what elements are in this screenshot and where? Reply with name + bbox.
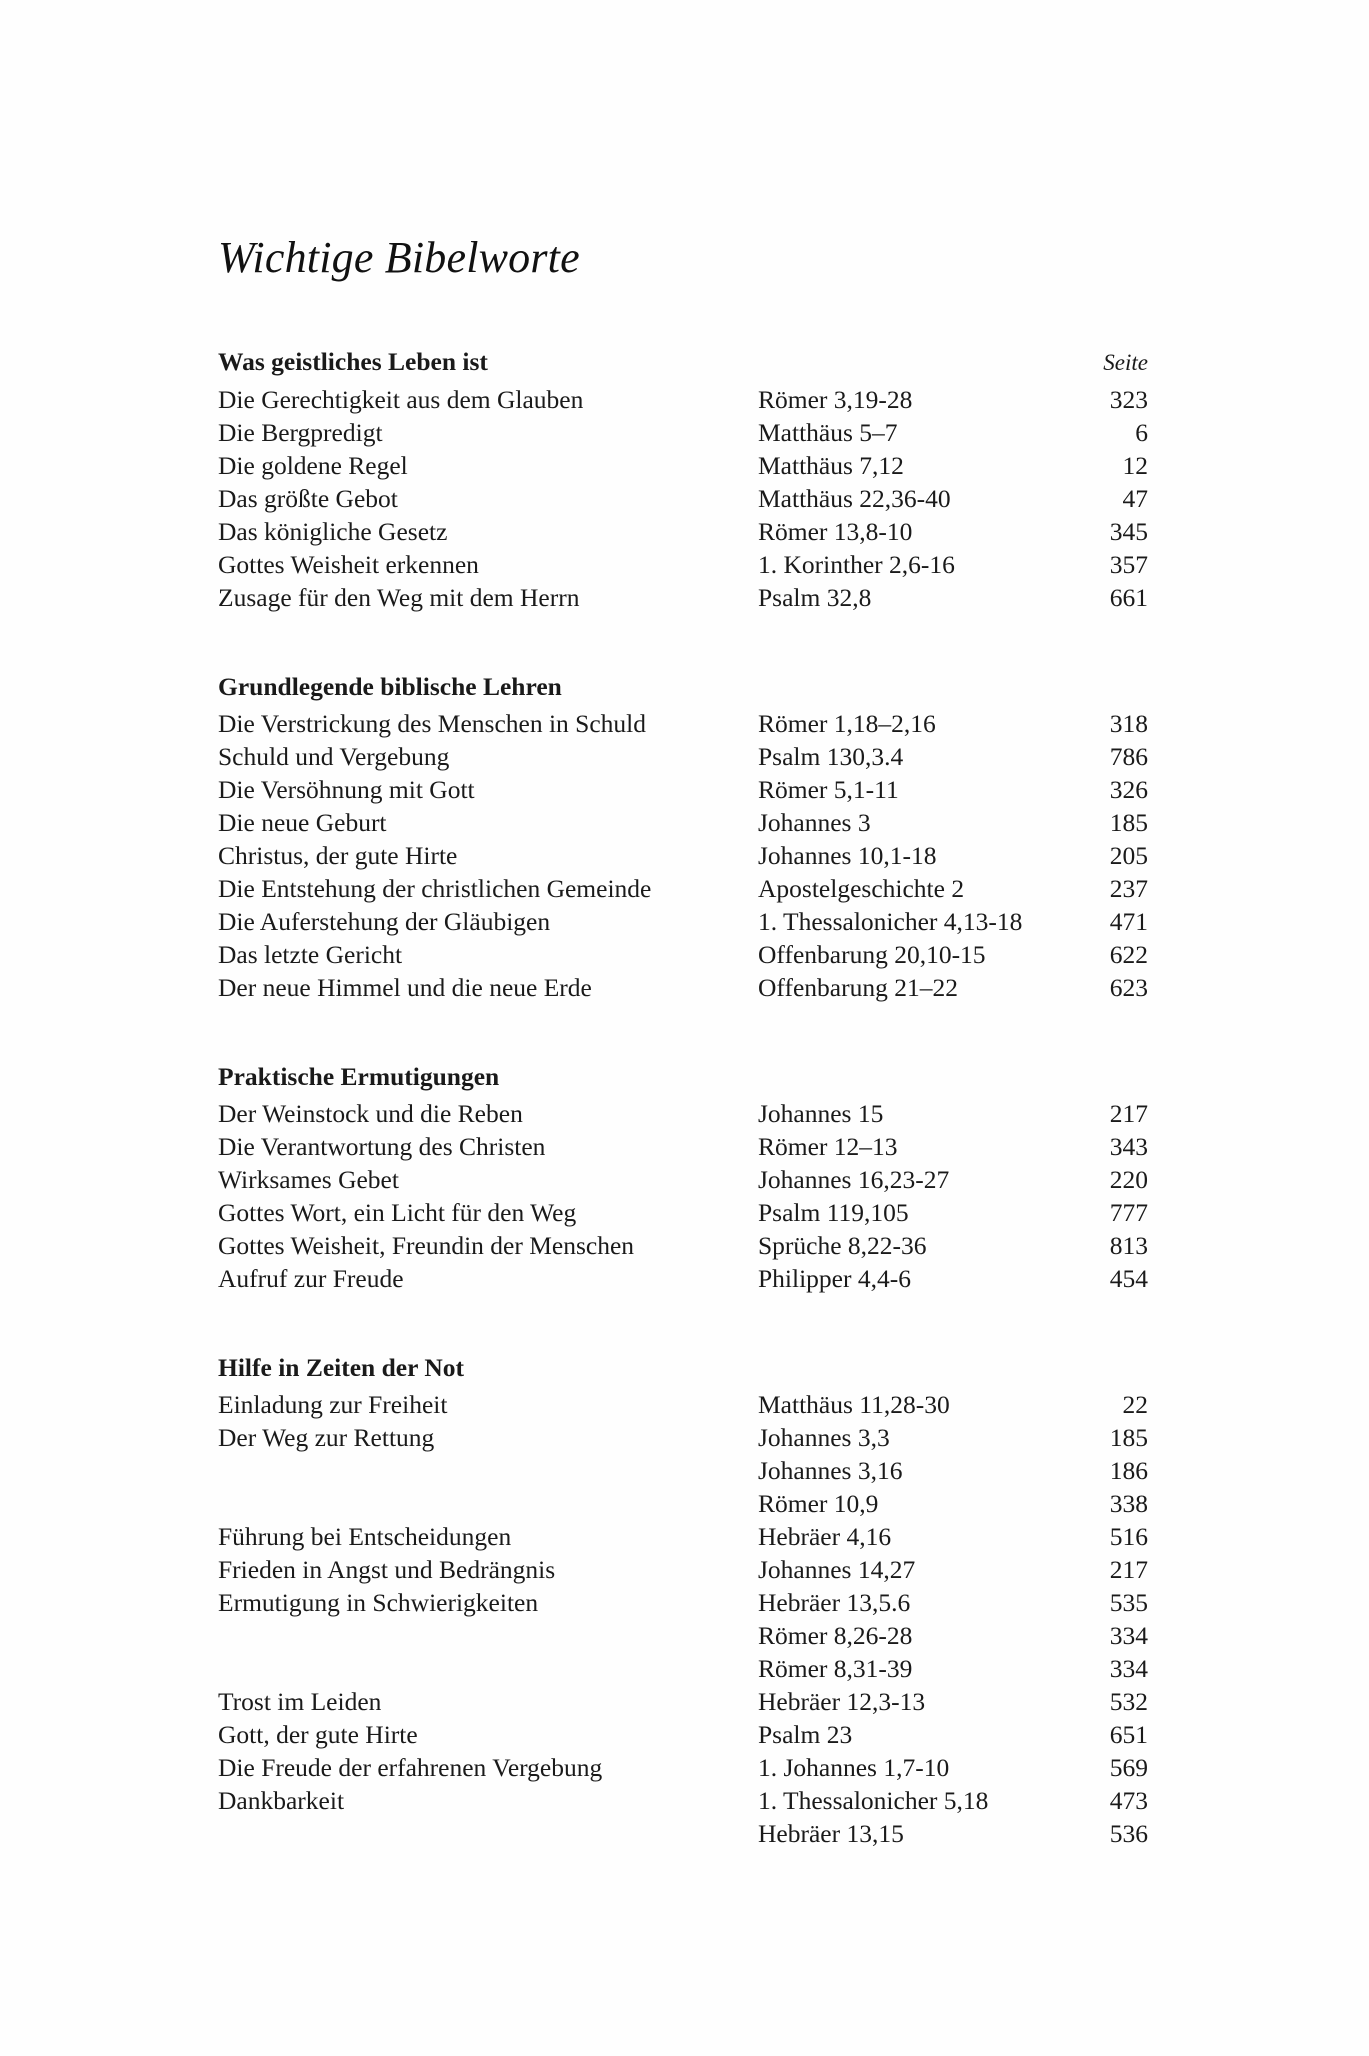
entry-page-number: 569 (1109, 1753, 1148, 1782)
entry-title: Gottes Wort, ein Licht für den Weg (218, 1198, 577, 1227)
entry-reference: Hebräer 13,5.6 (758, 1588, 911, 1617)
entry-page-number: 454 (1109, 1264, 1148, 1293)
entry-title: Gottes Weisheit erkennen (218, 550, 479, 579)
table-row[interactable] (218, 905, 1148, 938)
entry-reference: Psalm 130,3.4 (758, 742, 904, 771)
table-row[interactable] (218, 1388, 1148, 1421)
entry-page-number: 6 (1135, 418, 1148, 447)
entry-page-number: 185 (1109, 808, 1148, 837)
entry-title (218, 1454, 758, 1487)
entry-title: Die Verantwortung des Christen (218, 1132, 546, 1161)
section-spacer (218, 1004, 1148, 1030)
entry-title: Schuld und Vergebung (218, 742, 450, 771)
entry-title: Ermutigung in Schwierigkeiten (218, 1588, 539, 1617)
entry-page-number: 217 (1109, 1555, 1148, 1584)
entry-title: Zusage für den Weg mit dem Herrn (218, 583, 580, 612)
entry-reference: Matthäus 5–7 (758, 418, 898, 447)
table-row[interactable] (218, 1262, 1148, 1295)
section-heading-row (218, 1321, 1148, 1388)
entry-reference: Römer 3,19-28 (758, 385, 913, 414)
table-row[interactable] (218, 971, 1148, 1004)
entry-title: Wirksames Gebet (218, 1165, 399, 1194)
entry-reference: 1. Johannes 1,7-10 (758, 1753, 950, 1782)
entry-page-number: 622 (1109, 940, 1148, 969)
table-row[interactable] (218, 1817, 1148, 1850)
entry-title: Der neue Himmel und die neue Erde (218, 973, 592, 1002)
entry-title: Einladung zur Freiheit (218, 1390, 448, 1419)
section-heading-page-blank (1058, 640, 1148, 707)
entry-title: Die neue Geburt (218, 808, 387, 837)
entry-page-number: 338 (1109, 1489, 1148, 1518)
table-row[interactable] (218, 707, 1148, 740)
entry-title: Führung bei Entscheidungen (218, 1522, 512, 1551)
entry-title (218, 1652, 758, 1685)
entry-title: Frieden in Angst und Bedrängnis (218, 1555, 556, 1584)
entry-reference: Apostelgeschichte 2 (758, 874, 965, 903)
entry-reference: Johannes 3 (758, 808, 871, 837)
section-heading-page-blank (1058, 1030, 1148, 1097)
table-row[interactable] (218, 383, 1148, 416)
entry-page-number: 185 (1109, 1423, 1148, 1452)
entry-reference: Offenbarung 21–22 (758, 973, 958, 1002)
entry-page-number: 12 (1122, 451, 1148, 480)
table-row[interactable] (218, 449, 1148, 482)
table-row[interactable] (218, 806, 1148, 839)
entry-title: Die Verstrickung des Menschen in Schuld (218, 709, 646, 738)
entry-reference: Psalm 119,105 (758, 1198, 909, 1227)
entry-page-number: 516 (1109, 1522, 1148, 1551)
table-row[interactable] (218, 740, 1148, 773)
entry-page-number: 334 (1109, 1654, 1148, 1683)
section-heading-ref-blank (758, 640, 1058, 707)
entry-reference: Matthäus 7,12 (758, 451, 904, 480)
entry-page-number: 326 (1109, 775, 1148, 804)
section-heading-row (218, 640, 1148, 707)
table-row[interactable] (218, 1097, 1148, 1130)
bible-passages-table (218, 345, 1148, 1850)
entry-reference: Psalm 32,8 (758, 583, 872, 612)
entry-title: Das größte Gebot (218, 484, 398, 513)
spacer-cell (218, 614, 1148, 640)
table-row[interactable] (218, 1619, 1148, 1652)
table-row[interactable] (218, 548, 1148, 581)
entry-page-number: 217 (1109, 1099, 1148, 1128)
entry-page-number: 623 (1109, 973, 1148, 1002)
entry-page-number: 357 (1109, 550, 1148, 579)
entry-title: Das königliche Gesetz (218, 517, 448, 546)
table-row[interactable] (218, 1196, 1148, 1229)
section-heading-page-blank (1058, 1321, 1148, 1388)
table-row[interactable] (218, 515, 1148, 548)
entry-title: Die Auferstehung der Gläubigen (218, 907, 551, 936)
entry-reference: Römer 12–13 (758, 1132, 898, 1161)
table-body (218, 345, 1148, 1850)
entry-page-number: 651 (1109, 1720, 1148, 1749)
entry-page-number: 318 (1109, 709, 1148, 738)
entry-reference: Hebräer 12,3-13 (758, 1687, 926, 1716)
entry-reference: Johannes 3,3 (758, 1423, 890, 1452)
table-row[interactable] (218, 1553, 1148, 1586)
entry-page-number: 813 (1109, 1231, 1148, 1260)
entry-title (218, 1487, 758, 1520)
table-row[interactable] (218, 1685, 1148, 1718)
section-heading-ref-blank (758, 1321, 1058, 1388)
section-heading: Grundlegende biblische Lehren (218, 672, 562, 701)
entry-page-number: 536 (1109, 1819, 1148, 1848)
entry-title: Die Freude der erfahrenen Vergebung (218, 1753, 603, 1782)
entry-title: Die Gerechtigkeit aus dem Glauben (218, 385, 584, 414)
entry-reference: Psalm 23 (758, 1720, 853, 1749)
table-row[interactable] (218, 1163, 1148, 1196)
entry-title: Die goldene Regel (218, 451, 408, 480)
table-row[interactable] (218, 839, 1148, 872)
entry-title: Aufruf zur Freude (218, 1264, 404, 1293)
entry-title: Die Bergpredigt (218, 418, 383, 447)
entry-title: Dankbarkeit (218, 1786, 345, 1815)
page-column-header (1058, 345, 1148, 383)
spacer-cell (218, 1295, 1148, 1321)
table-row[interactable] (218, 938, 1148, 971)
entry-reference: Hebräer 4,16 (758, 1522, 892, 1551)
entry-page-number: 471 (1109, 907, 1148, 936)
entry-page-number: 22 (1122, 1390, 1148, 1419)
entry-page-number: 334 (1109, 1621, 1148, 1650)
entry-title: Christus, der gute Hirte (218, 841, 458, 870)
entry-title: Gottes Weisheit, Freundin der Menschen (218, 1231, 635, 1260)
entry-reference: Philipper 4,4-6 (758, 1264, 911, 1293)
seite-label: Seite (1103, 350, 1148, 375)
entry-reference: Römer 13,8-10 (758, 517, 913, 546)
section-heading: Hilfe in Zeiten der Not (218, 1353, 464, 1382)
table-row[interactable] (218, 1130, 1148, 1163)
table-row[interactable] (218, 416, 1148, 449)
table-row[interactable] (218, 1751, 1148, 1784)
entry-page-number: 786 (1109, 742, 1148, 771)
entry-reference: Matthäus 11,28-30 (758, 1390, 950, 1419)
entry-reference: Johannes 14,27 (758, 1555, 916, 1584)
table-row[interactable] (218, 1652, 1148, 1685)
entry-page-number: 220 (1109, 1165, 1148, 1194)
table-row[interactable] (218, 1229, 1148, 1262)
entry-page-number: 47 (1122, 484, 1148, 513)
table-row[interactable] (218, 581, 1148, 614)
entry-page-number: 345 (1109, 517, 1148, 546)
entry-reference: Offenbarung 20,10-15 (758, 940, 986, 969)
document-content (218, 232, 1158, 1850)
table-row[interactable] (218, 773, 1148, 806)
entry-title: Der Weg zur Rettung (218, 1423, 435, 1452)
entry-title: Der Weinstock und die Reben (218, 1099, 523, 1128)
entry-reference: Sprüche 8,22-36 (758, 1231, 927, 1260)
entry-reference: Römer 1,18–2,16 (758, 709, 936, 738)
spacer-cell (218, 1004, 1148, 1030)
entry-title: Trost im Leiden (218, 1687, 382, 1716)
section-heading: Was geistliches Leben ist (218, 347, 488, 376)
table-row[interactable] (218, 1421, 1148, 1454)
entry-reference: Römer 5,1-11 (758, 775, 899, 804)
entry-reference: Matthäus 22,36-40 (758, 484, 951, 513)
entry-title: Das letzte Gericht (218, 940, 403, 969)
entry-reference: Römer 8,31-39 (758, 1654, 913, 1683)
entry-page-number: 323 (1109, 385, 1148, 414)
table-row[interactable] (218, 872, 1148, 905)
table-row[interactable] (218, 482, 1148, 515)
entry-page-number: 473 (1109, 1786, 1148, 1815)
section-heading-ref-blank (758, 345, 1058, 383)
entry-page-number: 186 (1109, 1456, 1148, 1485)
entry-title: Die Versöhnung mit Gott (218, 775, 475, 804)
table-row[interactable] (218, 1784, 1148, 1817)
entry-page-number: 532 (1109, 1687, 1148, 1716)
entry-reference: 1. Thessalonicher 5,18 (758, 1786, 989, 1815)
entry-reference: Römer 8,26-28 (758, 1621, 913, 1650)
entry-page-number: 535 (1109, 1588, 1148, 1617)
page-title: Wichtige Bibelworte (218, 233, 580, 282)
section-heading-row (218, 1030, 1148, 1097)
entry-reference: Johannes 3,16 (758, 1456, 903, 1485)
entry-title (218, 1619, 758, 1652)
entry-reference: Johannes 15 (758, 1099, 884, 1128)
table-row[interactable] (218, 1487, 1148, 1520)
table-row[interactable] (218, 1454, 1148, 1487)
entry-title: Gott, der gute Hirte (218, 1720, 418, 1749)
entry-page-number: 205 (1109, 841, 1148, 870)
section-spacer (218, 1295, 1148, 1321)
entry-page-number: 777 (1109, 1198, 1148, 1227)
section-heading: Praktische Ermutigungen (218, 1062, 500, 1091)
entry-page-number: 237 (1109, 874, 1148, 903)
entry-reference: 1. Korinther 2,6-16 (758, 550, 955, 579)
entry-page-number: 661 (1109, 583, 1148, 612)
entry-reference: Hebräer 13,15 (758, 1819, 904, 1848)
table-row[interactable] (218, 1520, 1148, 1553)
section-heading-row (218, 345, 1148, 383)
entry-reference: Johannes 16,23-27 (758, 1165, 950, 1194)
entry-reference: Römer 10,9 (758, 1489, 879, 1518)
table-row[interactable] (218, 1586, 1148, 1619)
section-heading-ref-blank (758, 1030, 1058, 1097)
entry-page-number: 343 (1109, 1132, 1148, 1161)
table-row[interactable] (218, 1718, 1148, 1751)
entry-title: Die Entstehung der christlichen Gemeinde (218, 874, 652, 903)
entry-reference: Johannes 10,1-18 (758, 841, 937, 870)
entry-reference: 1. Thessalonicher 4,13-18 (758, 907, 1023, 936)
entry-title (218, 1817, 758, 1850)
section-spacer (218, 614, 1148, 640)
